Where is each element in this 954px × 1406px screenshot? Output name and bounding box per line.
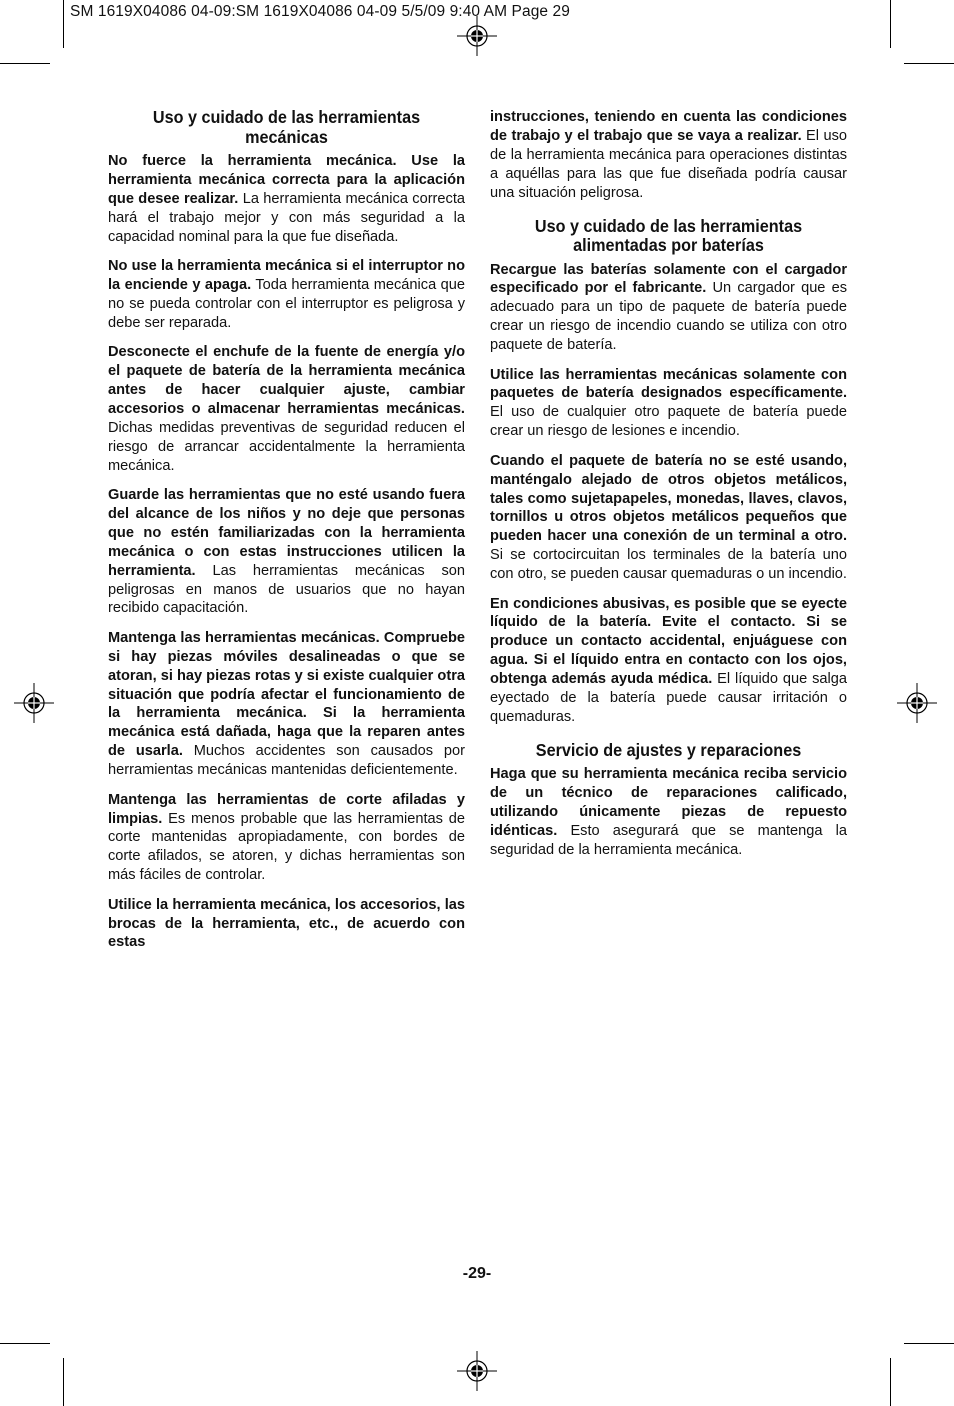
paragraph bbox=[108, 152, 465, 247]
paragraph-bold: Utilice las herramientas mecánicas solamente con paquetes de batería designados específicamente. bbox=[490, 366, 847, 402]
paragraph-bold: Mantenga las herramientas de corte afiladas y limpias. bbox=[108, 791, 465, 827]
paragraph bbox=[490, 261, 847, 356]
paragraph-text: El uso de la herramienta mecánica para operaciones distintas a aquéllas para las que fue diseñada podría causar una situación peligrosa. bbox=[490, 127, 847, 201]
paragraph-text: El líquido que salga eyectado de la batería puede causar irritación o quemaduras. bbox=[490, 671, 847, 725]
print-slug: SM 1619X04086 04-09:SM 1619X04086 04-09 5/5/09 9:40 AM Page 29 bbox=[70, 3, 570, 20]
crop-mark bbox=[904, 1343, 954, 1344]
registration-mark-icon bbox=[457, 16, 497, 56]
paragraph bbox=[108, 791, 465, 886]
paragraph bbox=[108, 257, 465, 333]
paragraph-bold: Mantenga las herramientas mecánicas. Compruebe si hay piezas móviles desalineadas o que se atoran, si hay piezas rotas y si existe cualquier otra situación que podría afectar el funcionamiento de la herramienta mecánica. Si la herramienta mecánica está dañada, haga que la reparen antes de usarla. bbox=[108, 629, 465, 760]
paragraph-bold: Guarde las herramientas que no esté usando fuera del alcance de los niños y no deje que personas que no estén familiarizadas con la herramienta mecánica o con estas instrucciones utilicen la herramienta. bbox=[108, 487, 465, 579]
paragraph-bold: Utilice la herramienta mecánica, los accesorios, las brocas de la herramienta, etc., de acuerdo con estas bbox=[108, 896, 465, 951]
right-column bbox=[490, 108, 847, 870]
registration-mark-icon bbox=[14, 683, 54, 723]
paragraph-bold: Desconecte el enchufe de la fuente de energía y/o el paquete de batería de la herramienta mecánica antes de hacer cualquier ajuste, cambiar accesorios o almacenar herramientas mecánicas. bbox=[108, 344, 465, 417]
paragraph bbox=[490, 452, 847, 584]
crop-mark bbox=[0, 1343, 50, 1344]
paragraph bbox=[490, 108, 847, 203]
left-column bbox=[108, 108, 465, 963]
page-number: -29- bbox=[462, 1265, 492, 1282]
paragraph-bold: En condiciones abusivas, es posible que se eyecte líquido de la batería. Evite el contacto. Si se produce un contacto accidental, enjuáguese con agua. Si el líquido entra en contacto con los ojos, obtenga además ayuda médica. bbox=[490, 595, 847, 688]
paragraph-text: Dichas medidas preventivas de seguridad reducen el riesgo de arrancar accidentalmente la herramienta mecánica. bbox=[108, 419, 465, 474]
paragraph-text: Si se cortocircuitan los terminales de la batería uno con otro, se pueden causar quemaduras o un incendio. bbox=[490, 547, 847, 583]
paragraph-text: Muchos accidentes son causados por herramientas mecánicas mantenidas deficientemente. bbox=[108, 743, 465, 779]
paragraph-text: Un cargador que es adecuado para un tipo de paquete de batería puede crear un riesgo de incendio cuando se utiliza con otro paquete de batería. bbox=[490, 280, 847, 354]
paragraph bbox=[108, 486, 465, 618]
paragraph bbox=[490, 366, 847, 442]
paragraph bbox=[108, 343, 465, 475]
crop-mark bbox=[63, 0, 64, 48]
paragraph bbox=[490, 765, 847, 860]
paragraph bbox=[108, 896, 465, 953]
paragraph-bold: No use la herramienta mecánica si el interruptor no la enciende y apaga. bbox=[108, 258, 465, 293]
paragraph-bold: Haga que su herramienta mecánica reciba servicio de un técnico de reparaciones calificado, utilizando únicamente piezas de repuesto idénticas. bbox=[490, 766, 847, 840]
section-heading-battery: Uso y cuidado de las herramientas alimentadas por baterías bbox=[534, 215, 803, 256]
registration-mark-icon bbox=[897, 683, 937, 723]
section-heading-tools: Uso y cuidado de las herramientas mecánicas bbox=[152, 107, 421, 147]
paragraph bbox=[108, 629, 465, 780]
crop-mark bbox=[0, 63, 50, 64]
registration-mark-icon bbox=[457, 1351, 497, 1391]
paragraph-bold: instrucciones, teniendo en cuenta las condiciones de trabajo y el trabajo que se vaya a realizar. bbox=[490, 109, 847, 144]
section-heading-service: Servicio de ajustes y reparaciones bbox=[535, 739, 802, 760]
paragraph-text: El uso de cualquier otro paquete de batería puede crear un riesgo de lesiones e incendio. bbox=[490, 404, 847, 440]
crop-mark bbox=[904, 63, 954, 64]
paragraph bbox=[490, 595, 847, 727]
paragraph-bold: Recargue las baterías solamente con el cargador especificado por el fabricante. bbox=[490, 261, 847, 297]
paragraph-bold: No fuerce la herramienta mecánica. Use la herramienta mecánica correcta para la aplicación que desee realizar. bbox=[108, 153, 465, 207]
paragraph-text: La herramienta mecánica correcta hará el trabajo mejor y con más seguridad a la capacidad nominal para la que fue diseñada. bbox=[108, 190, 465, 245]
paragraph-text: Esto asegurará que se mantenga la seguridad de la herramienta mecánica. bbox=[490, 823, 847, 858]
paragraph-bold: Cuando el paquete de batería no se esté usando, manténgalo alejado de otros objetos metálicos, tales como sujetapapeles, monedas, llaves, clavos, tornillos u otros objetos metálicos pequeños que pueden hacer una conexión de un terminal a otro. bbox=[490, 452, 847, 545]
crop-mark bbox=[890, 1358, 891, 1406]
paragraph-text: Es menos probable que las herramientas de corte mantenidas apropiadamente, con bordes de corte afilados, se atoren, y dichas herramientas son más fáciles de controlar. bbox=[108, 810, 465, 884]
crop-mark bbox=[63, 1358, 64, 1406]
paragraph-text: Las herramientas mecánicas son peligrosas en manos de usuarios que no hayan recibido capacitación. bbox=[108, 562, 465, 617]
crop-mark bbox=[890, 0, 891, 48]
paragraph-text: Toda herramienta mecánica que no se pueda controlar con el interruptor es peligrosa y debe ser reparada. bbox=[108, 276, 465, 331]
